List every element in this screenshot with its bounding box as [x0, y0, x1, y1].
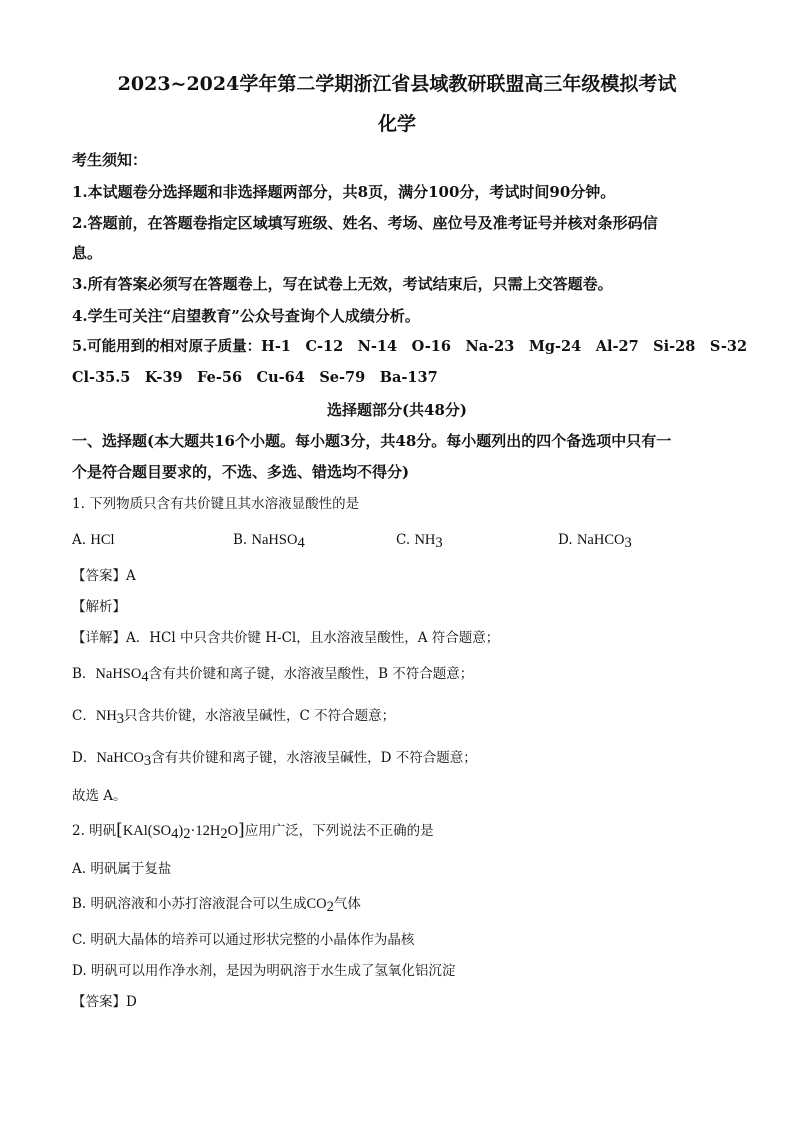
question-1-stem: 1. 下列物质只含有共价键且其水溶液显酸性的是 — [72, 496, 360, 512]
notice-item: 5.可能用到的相对原子质量：H-1 C-12 N-14 O-16 Na-23 Mg-24 Al-27 Si-28 S-32 — [72, 338, 748, 355]
q1-conclusion: 故选 A。 — [72, 788, 127, 804]
section-intro: 个是符合题目要求的，不选、多选、错选均不得分) — [72, 463, 410, 481]
exam-title: 2023~2024学年第二学期浙江省县域教研联盟高三年级模拟考试 — [117, 73, 677, 95]
q2-option-c: C. 明矾大晶体的培养可以通过形状完整的小晶体作为晶核 — [72, 932, 415, 948]
option-subscript: 2 — [326, 899, 334, 915]
answer-tag: 【答案】 — [72, 568, 126, 584]
question-2-stem — [72, 820, 434, 841]
option-formula: CO — [306, 896, 327, 912]
detail-text: 含有共价键和离子键，水溶液呈酸性，B 不符合题意； — [148, 666, 474, 682]
option-label: C. — [396, 532, 415, 548]
detail-formula: NaHCO — [96, 750, 144, 766]
notice-item: Cl-35.5 K-39 Fe-56 Cu-64 Se-79 Ba-137 — [72, 369, 438, 386]
q2-option-d: D. 明矾可以用作净水剂，是因为明矾溶于水生成了氢氧化铝沉淀 — [72, 963, 456, 979]
detail-tag: 【详解】 — [72, 630, 126, 646]
q1-detail-b — [72, 664, 473, 684]
notice-item: 2.答题前，在答题卷指定区域填写班级、姓名、考场、座位号及准考证号并核对条形码信 — [72, 214, 658, 232]
q2-option-a: A. 明矾属于复盐 — [72, 861, 172, 877]
answer-tag: 【答案】 — [72, 994, 126, 1010]
detail-label: B． — [72, 666, 96, 682]
stem-text: 应用广泛，下列说法不正确的是 — [244, 823, 434, 839]
option-label: B. — [233, 532, 252, 548]
left-bracket: [ — [116, 820, 123, 840]
q1-detail-a — [72, 628, 499, 648]
notice-item: 息。 — [72, 244, 103, 262]
formula-part: ) — [178, 823, 184, 839]
q1-detail-d — [72, 748, 477, 768]
option-formula: NH — [414, 532, 436, 548]
detail-subscript: 3 — [143, 753, 152, 769]
option-formula: NaHCO — [576, 532, 625, 548]
formula-subscript: 2 — [220, 826, 228, 842]
option-subscript: 4 — [297, 535, 305, 551]
answer-value: A — [126, 568, 136, 584]
formula-part: ·12H — [190, 823, 221, 839]
option-formula: NaHSO — [251, 532, 298, 548]
detail-formula: NaHSO — [95, 666, 142, 682]
notice-item: 4.学生可关注“启望教育”公众号查询个人成绩分析。 — [72, 307, 420, 325]
formula-part: KAl(SO — [122, 823, 172, 839]
q1-option-a — [72, 530, 115, 550]
detail-subscript: 3 — [116, 711, 125, 727]
q1-option-d — [558, 530, 632, 550]
detail-text: 只含共价键，水溶液呈碱性，C 不符合题意； — [124, 708, 396, 724]
stem-text: 2. 明矾 — [72, 823, 117, 839]
notice-item: 3.所有答案必须写在答题卷上，写在试卷上无效，考试结束后，只需上交答题卷。 — [72, 275, 613, 293]
q1-detail-c — [72, 706, 395, 726]
option-label: D. — [558, 532, 577, 548]
q2-option-b — [72, 894, 361, 914]
formula-subscript: 4 — [171, 826, 179, 842]
detail-text: 含有共价键和离子键，水溶液呈碱性，D 不符合题意； — [151, 750, 477, 766]
q1-answer — [72, 566, 136, 586]
right-bracket: ] — [238, 820, 245, 840]
notice-heading: 考生须知： — [72, 151, 148, 169]
q1-option-c — [396, 530, 443, 550]
option-subscript: 3 — [624, 535, 632, 551]
section-heading: 选择题部分(共48分) — [326, 401, 468, 419]
subject-title: 化学 — [377, 113, 416, 135]
detail-formula: NH — [95, 708, 117, 724]
detail-text: A．HCl 中只含共价键 H-Cl，且水溶液呈酸性，A 符合题意； — [126, 630, 500, 646]
q1-analysis-tag: 【解析】 — [72, 599, 126, 615]
option-formula: HCl — [90, 532, 115, 548]
detail-subscript: 4 — [141, 669, 149, 685]
option-text: B. 明矾溶液和小苏打溶液混合可以生成 — [72, 896, 307, 912]
formula-subscript: 2 — [183, 826, 191, 842]
option-subscript: 3 — [435, 535, 443, 551]
section-intro: 一、选择题(本大题共16个小题。每小题3分，共48分。每小题列出的四个备选项中只有一 — [72, 432, 672, 450]
answer-value: D — [126, 994, 137, 1010]
detail-label: D． — [72, 750, 97, 766]
q2-answer — [72, 992, 137, 1012]
notice-item: 1.本试题卷分选择题和非选择题两部分，共8页，满分100分，考试时间90分钟。 — [72, 183, 616, 201]
q1-option-b — [233, 530, 305, 550]
option-text: 气体 — [333, 896, 361, 912]
option-label: A. — [72, 532, 91, 548]
formula-part: O — [227, 823, 239, 839]
detail-label: C． — [72, 708, 96, 724]
